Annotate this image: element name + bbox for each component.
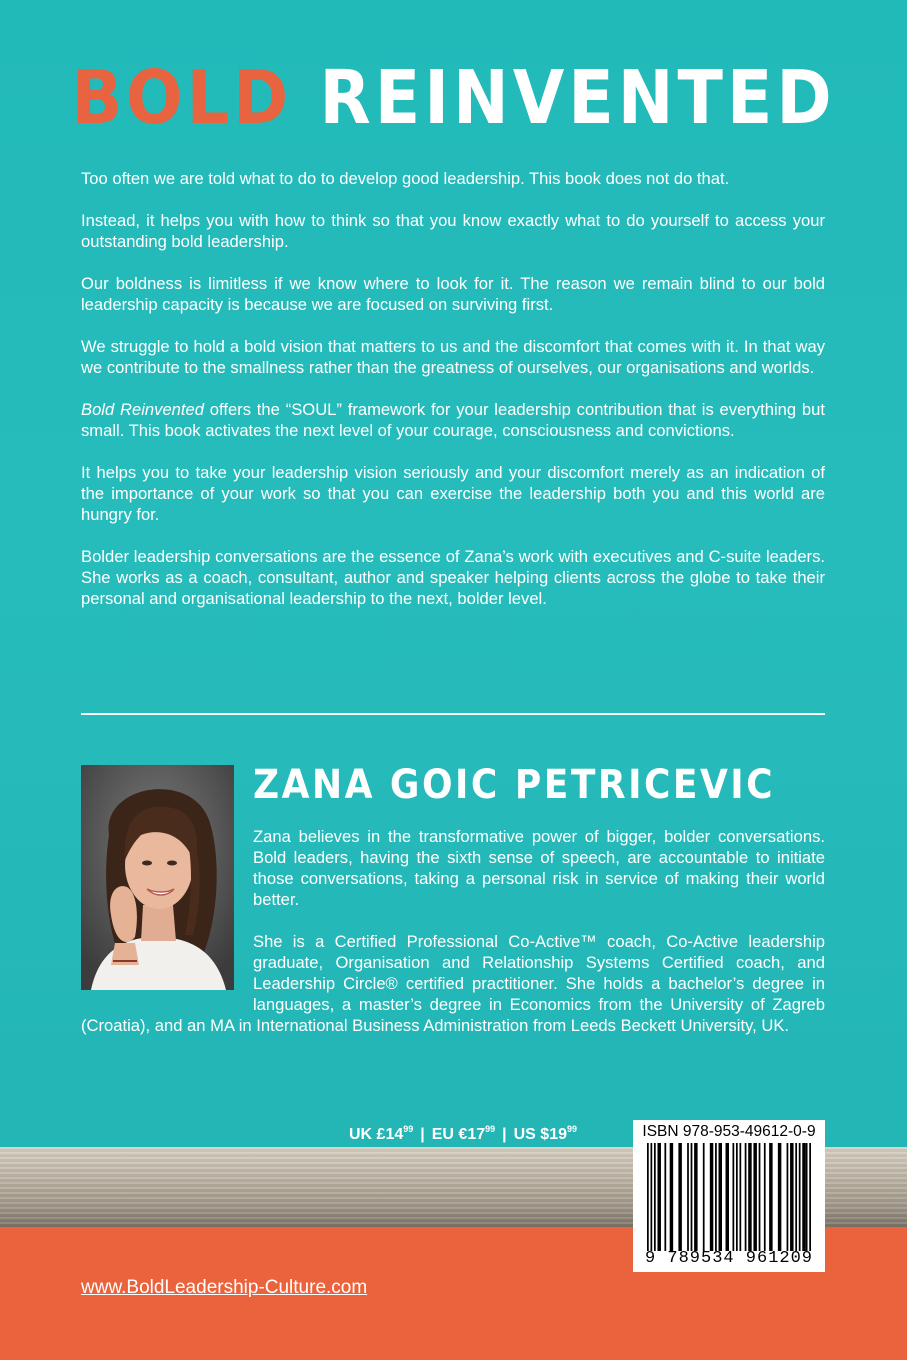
barcode-bar [748, 1143, 751, 1251]
section-divider [81, 713, 825, 715]
barcode-bar [809, 1143, 811, 1251]
price-eu-cents: 99 [485, 1124, 496, 1134]
barcode-bar [687, 1143, 689, 1251]
price-us [514, 1126, 577, 1143]
blurb-paragraph-7: Bolder leadership conversations are the essence of Zana’s work with executives and C-suite leaders. She works as a coach, consultant, author and speaker helping clients across the globe to take their personal and organisational leadership to the next, bolder level. [81, 547, 825, 608]
author-name: ZANA GOIC PETRICEVIC [253, 762, 776, 808]
barcode-bar [787, 1143, 789, 1251]
author-bio-paragraph-2 [81, 931, 825, 1036]
barcode-bar [745, 1143, 747, 1251]
website-link[interactable]: www.BoldLeadership-Culture.com [81, 1277, 368, 1298]
blurb-paragraph-6: It helps you to take your leadership vision seriously and your discomfort merely as an indication of the importance of your work so that you can exercise the leadership both you and this world are hungry for. [81, 463, 825, 524]
barcode-bars [641, 1143, 817, 1251]
barcode-bar [678, 1143, 681, 1251]
title-word-bold: BOLD [71, 55, 293, 141]
isbn-barcode-box [633, 1120, 825, 1272]
price-uk [349, 1126, 413, 1143]
barcode-bar [670, 1143, 673, 1251]
barcode-bar [802, 1143, 805, 1251]
barcode-bar [736, 1143, 738, 1251]
barcode-bar [715, 1143, 717, 1251]
barcode-bar [726, 1143, 729, 1251]
barcode-bar [769, 1143, 772, 1251]
barcode-bar [703, 1143, 705, 1251]
blurb-paragraph-5 [81, 399, 825, 441]
barcode-bar [657, 1143, 660, 1251]
price-eu-main: EU €17 [431, 1126, 486, 1143]
price-us-cents: 99 [567, 1124, 578, 1134]
barcode-bar [806, 1143, 808, 1251]
price-uk-main: UK £14 [349, 1126, 404, 1143]
barcode-bar [694, 1143, 697, 1251]
blurb-paragraph-1: Too often we are told what to do to develop good leadership. This book does not do that. [81, 169, 730, 188]
barcode-bar [650, 1143, 652, 1251]
author-bio-paragraph-2-text: She is a Certified Professional Co-Active™ coach, Co-Active leadership graduate, Organisation and Relationship Systems Certified coach, and Leadership Circle® certified practitioner. She holds a bachelor’s degree in languages, a master’s degree in Economics from the University of Zagreb (Croatia), and an MA in International Business Administration from Leeds Beckett University, UK. [81, 932, 825, 1035]
barcode-bar [764, 1143, 766, 1251]
barcode-digits: 9 789534 961209 [644, 1249, 814, 1268]
blurb-book-title-italic: Bold Reinvented [81, 400, 204, 419]
barcode-bar [664, 1143, 666, 1251]
barcode-bar [710, 1143, 713, 1251]
barcode-bar [654, 1143, 656, 1251]
price-uk-cents: 99 [403, 1124, 414, 1134]
barcode-bar [647, 1143, 649, 1251]
barcode-bar [719, 1143, 722, 1251]
barcode-bar [778, 1143, 781, 1251]
blurb-paragraph-2: Instead, it helps you with how to think so that you know exactly what to do yourself to access your outstanding bold leadership. [81, 211, 825, 251]
price-list [349, 1124, 577, 1144]
isbn-label: ISBN 978-953-49612-0-9 [642, 1123, 816, 1140]
barcode-bar [790, 1143, 793, 1251]
book-blurb [81, 168, 825, 630]
blurb-paragraph-3: Our boldness is limitless if we know where to look for it. The reason we remain blind to our bold leadership capacity is because we are focused on surviving first. [81, 274, 825, 314]
price-us-main: US $19 [513, 1126, 567, 1143]
price-separator: | [420, 1126, 425, 1143]
title-word-reinvented: REINVENTED [319, 55, 836, 141]
barcode-bar [739, 1143, 741, 1251]
barcode-bar [759, 1143, 761, 1251]
author-bio-paragraph-1: Zana believes in the transformative power of bigger, bolder conversations. Bold leaders, having the sixth sense of speech, are accountable to initiate those conversations, taking a personal risk in service of making their world better. [253, 827, 825, 909]
blurb-paragraph-4: We struggle to hold a bold vision that matters to us and the discomfort that comes with it. In that way we contribute to the smallness rather than the greatness of ourselves, our organisations and worlds. [81, 337, 825, 377]
price-separator: | [502, 1126, 507, 1143]
barcode-bar [691, 1143, 693, 1251]
barcode-bar [732, 1143, 734, 1251]
price-eu [432, 1126, 495, 1143]
book-title [0, 55, 907, 141]
barcode-bar [799, 1143, 801, 1251]
photo-wrap-spacer [81, 931, 253, 1015]
barcode-bar [795, 1143, 797, 1251]
barcode-bar [753, 1143, 756, 1251]
blurb-paragraph-5-text: offers the “SOUL” framework for your leadership contribution that is everything but small. This book activates the next level of your courage, consciousness and convictions. [81, 400, 825, 440]
